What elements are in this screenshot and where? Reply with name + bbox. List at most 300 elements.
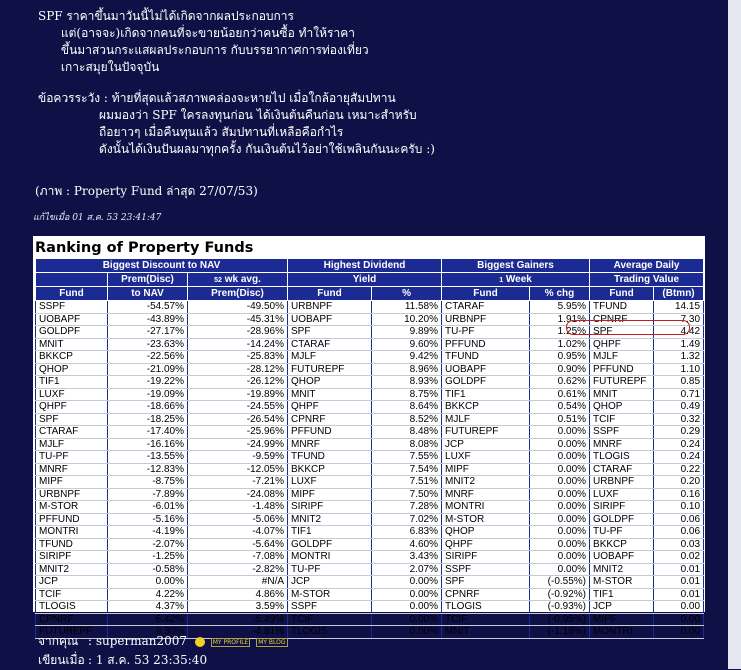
table-cell: MNIT [590, 388, 654, 401]
table-cell: -4.07% [188, 526, 288, 539]
table-row [36, 501, 704, 514]
table-cell: QHPF [590, 338, 654, 351]
table-cell: UOBAPF [36, 313, 108, 326]
table-cell: 0.00% [530, 501, 590, 514]
table-cell: TFUND [442, 351, 530, 364]
table-cell: UOBAPF [442, 363, 530, 376]
table-row [36, 613, 704, 626]
table-cell: 8.64% [372, 401, 442, 414]
table-cell: -9.59% [188, 451, 288, 464]
table-cell: UOBAPF [590, 551, 654, 564]
ranking-table-image [33, 236, 705, 638]
table-cell: 2.07% [372, 563, 442, 576]
column-header: % chg [530, 287, 590, 301]
table-cell: PFFUND [36, 513, 108, 526]
table-cell: 0.06 [654, 526, 704, 539]
table-cell: MNIT2 [442, 476, 530, 489]
table-cell: M-STOR [442, 513, 530, 526]
post-line: ขึ้นมาสวนกระแสผลประกอบการ กับบรรยากาศการท่องเที่ยว [38, 43, 369, 57]
table-cell: -26.12% [188, 376, 288, 389]
table-cell: TCIF [288, 613, 372, 626]
table-cell: -1.48% [188, 501, 288, 514]
table-cell: 9.89% [372, 326, 442, 339]
table-cell: MNRF [590, 438, 654, 451]
subheader-week [442, 273, 590, 287]
table-cell: TU-PF [288, 563, 372, 576]
table-cell: -4.81% [188, 626, 288, 639]
table-cell: BKKCP [288, 463, 372, 476]
table-cell: 0.00% [530, 426, 590, 439]
table-cell: -19.09% [108, 388, 188, 401]
table-cell: 0.00% [108, 576, 188, 589]
table-cell: 0.06 [654, 513, 704, 526]
table-cell: 1.02% [530, 338, 590, 351]
table-cell: 11.58% [372, 301, 442, 314]
table-row [36, 526, 704, 539]
table-cell: GOLDPF [288, 538, 372, 551]
table-cell: -12.83% [108, 463, 188, 476]
table-cell: 9.42% [372, 351, 442, 364]
table-cell: 0.00% [530, 476, 590, 489]
table-cell: 0.95% [530, 351, 590, 364]
table-cell: 0.00% [530, 538, 590, 551]
table-cell: PFFUND [590, 363, 654, 376]
table-cell: TLOGIS [288, 626, 372, 639]
table-row [36, 463, 704, 476]
table-cell: -18.66% [108, 401, 188, 414]
table-cell: MNIT [36, 338, 108, 351]
table-cell: 4.22% [108, 588, 188, 601]
table-cell: (-0.93%) [530, 601, 590, 614]
author-label: จากคุณ [38, 634, 79, 648]
table-cell: MJLF [288, 351, 372, 364]
table-cell: LUXF [36, 388, 108, 401]
table-cell: 0.00% [372, 601, 442, 614]
table-row [36, 588, 704, 601]
highlight-circle [566, 320, 690, 335]
table-cell: 6.42% [108, 613, 188, 626]
subheader-yield: Yield [288, 273, 442, 287]
table-cell: TIF1 [288, 526, 372, 539]
table-cell: -13.55% [108, 451, 188, 464]
table-cell: SIRIPF [36, 551, 108, 564]
table-cell: 0.03 [654, 538, 704, 551]
column-header: Fund [442, 287, 530, 301]
table-cell: QHOP [442, 526, 530, 539]
subheader-prem-disc: Prem(Disc) [108, 273, 188, 287]
table-row [36, 438, 704, 451]
table-cell: CPNRF [288, 413, 372, 426]
table-cell: GOLDPF [590, 513, 654, 526]
table-cell: 5.95% [530, 301, 590, 314]
table-cell: 8.96% [372, 363, 442, 376]
table-cell: 0.62% [530, 376, 590, 389]
table-cell: 6.83% [372, 526, 442, 539]
table-cell: 0.85 [654, 376, 704, 389]
table-cell: MONTRI [36, 526, 108, 539]
post-paragraph-2 [38, 90, 435, 158]
table-cell: #N/A [188, 576, 288, 589]
table-cell: 0.00% [372, 588, 442, 601]
table-cell: TIF1 [442, 388, 530, 401]
table-cell: -12.05% [188, 463, 288, 476]
table-cell: 7.50% [372, 488, 442, 501]
table-cell: 0.90% [530, 363, 590, 376]
column-header: Fund [36, 287, 108, 301]
table-cell: -19.22% [108, 376, 188, 389]
table-cell: JCP [442, 438, 530, 451]
table-cell: SPF [442, 576, 530, 589]
table-cell: BKKCP [590, 538, 654, 551]
table-cell: 14.15 [654, 301, 704, 314]
table-row [36, 351, 704, 364]
table-cell: -25.83% [188, 351, 288, 364]
table-cell: 0.16 [654, 488, 704, 501]
table-cell: CTARAF [36, 426, 108, 439]
table-cell: -7.89% [108, 488, 188, 501]
table-cell: 7.54% [372, 463, 442, 476]
table-cell: TIF1 [590, 588, 654, 601]
table-cell: -2.07% [108, 538, 188, 551]
table-cell: MIPF [288, 488, 372, 501]
table-cell: QHPF [288, 401, 372, 414]
post-line: ถือยาวๆ เมื่อคืนทุนแล้ว สัมปทานที่เหลือคือกำไร [38, 125, 344, 139]
table-cell: 0.01 [654, 563, 704, 576]
table-row [36, 488, 704, 501]
table-cell: LUXF [590, 488, 654, 501]
table-cell: 8.93% [372, 376, 442, 389]
table-cell: -2.82% [188, 563, 288, 576]
subheader-52wk-avg [188, 273, 288, 287]
ranking-table [35, 258, 704, 639]
table-cell: -16.16% [108, 438, 188, 451]
table-row [36, 538, 704, 551]
table-cell: QHOP [288, 376, 372, 389]
table-cell: TCIF [36, 588, 108, 601]
column-header: Fund [590, 287, 654, 301]
table-cell: CPNRF [36, 613, 108, 626]
post-paragraph-1 [38, 8, 369, 76]
table-cell: TCIF [590, 413, 654, 426]
table-row [36, 576, 704, 589]
table-cell: 0.20 [654, 476, 704, 489]
table-cell: -5.49% [188, 613, 288, 626]
table-cell: -45.31% [188, 313, 288, 326]
column-header: Fund [288, 287, 372, 301]
table-cell: 7.28% [372, 501, 442, 514]
table-cell: -7.08% [188, 551, 288, 564]
table-cell: -17.40% [108, 426, 188, 439]
table-cell: -28.12% [188, 363, 288, 376]
table-cell: 8.52% [372, 413, 442, 426]
table-cell: LUXF [288, 476, 372, 489]
table-cell: PFFUND [442, 338, 530, 351]
smiley-icon [195, 637, 205, 647]
table-cell: -5.64% [188, 538, 288, 551]
table-cell: 0.00% [530, 463, 590, 476]
table-cell: JCP [36, 576, 108, 589]
posted-timestamp: : 1 ส.ค. 53 23:35:40 [88, 653, 208, 667]
post-line: ข้อควรระวัง : ท้ายที่สุดแล้วสภาพคล่องจะหายไป เมื่อใกล้อายุสัมปทาน [38, 91, 396, 105]
table-cell: 0.29 [654, 426, 704, 439]
table-cell: 0.00% [530, 488, 590, 501]
table-cell: 0.01 [654, 588, 704, 601]
table-cell: (-0.55%) [530, 576, 590, 589]
table-cell: TCIF [442, 613, 530, 626]
table-cell: 0.00% [530, 563, 590, 576]
table-cell: -4.19% [108, 526, 188, 539]
subheader-trading-value: Trading Value [590, 273, 704, 287]
table-row [36, 563, 704, 576]
table-cell: 3.43% [372, 551, 442, 564]
post-line: ผมมองว่า SPF ใครลงทุนก่อน ได้เงินต้นคืนก่อน เหมาะสำหรับ [38, 108, 417, 122]
table-cell: SIRIPF [288, 501, 372, 514]
table-cell: 0.51% [530, 413, 590, 426]
author-icons [195, 635, 288, 649]
table-row [36, 601, 704, 614]
table-cell: TLOGIS [442, 601, 530, 614]
table-cell: 0.00% [530, 513, 590, 526]
table-cell: MONTRI [288, 551, 372, 564]
table-cell: JCP [590, 601, 654, 614]
table-cell: 0.00 [654, 613, 704, 626]
subheader-52-prefix: 52 [214, 277, 222, 284]
table-cell: 0.24 [654, 438, 704, 451]
table-cell: -21.09% [108, 363, 188, 376]
table-cell: -18.25% [108, 413, 188, 426]
table-cell: FUTUREPF [36, 626, 108, 639]
table-cell: 1.49 [654, 338, 704, 351]
table-cell: M-STOR [288, 588, 372, 601]
group-header-dividend: Highest Dividend [288, 259, 442, 273]
table-cell: (-0.92%) [530, 588, 590, 601]
table-cell: (-0.95%) [530, 613, 590, 626]
image-caption: (ภาพ : Property Fund ล่าสุด 27/07/53) [35, 184, 258, 198]
table-cell: SSPF [288, 601, 372, 614]
table-row [36, 551, 704, 564]
table-cell: 0.49 [654, 401, 704, 414]
table-cell: BKKCP [36, 351, 108, 364]
table-cell: QHOP [36, 363, 108, 376]
table-cell: M-STOR [36, 501, 108, 514]
table-cell: -1.25% [108, 551, 188, 564]
table-row [36, 401, 704, 414]
table-cell: (-1.18%) [530, 626, 590, 639]
table-cell: CTARAF [442, 301, 530, 314]
table-cell: 0.02 [654, 551, 704, 564]
table-cell: TFUND [590, 301, 654, 314]
table-cell: 0.54% [530, 401, 590, 414]
column-header: to NAV [108, 287, 188, 301]
table-cell: URBNPF [590, 476, 654, 489]
post-line: เกาะสมุยในปัจจุบัน [38, 60, 160, 74]
table-cell: FUTUREPF [442, 426, 530, 439]
table-cell: LUXF [442, 451, 530, 464]
table-cell: SSPF [442, 563, 530, 576]
table-cell: CPNRF [590, 313, 654, 326]
table-cell: -8.75% [108, 476, 188, 489]
table-cell: 0.61% [530, 388, 590, 401]
table-cell: -23.63% [108, 338, 188, 351]
table-cell: MONTRI [442, 501, 530, 514]
table-cell: MIPF [442, 463, 530, 476]
table-cell: 7.30 [654, 313, 704, 326]
table-cell: -7.21% [188, 476, 288, 489]
table-cell: -6.01% [108, 501, 188, 514]
table-cell: 1.10 [654, 363, 704, 376]
column-header: Prem(Disc) [188, 287, 288, 301]
table-cell: 0.01 [654, 576, 704, 589]
table-cell: -24.99% [188, 438, 288, 451]
table-cell: -14.24% [188, 338, 288, 351]
table-cell: SPF [288, 326, 372, 339]
table-cell: -5.06% [188, 513, 288, 526]
table-cell: -26.54% [188, 413, 288, 426]
table-cell: MJLF [442, 413, 530, 426]
table-cell: -49.50% [188, 301, 288, 314]
table-cell: URBNPF [288, 301, 372, 314]
table-cell: 8.48% [372, 426, 442, 439]
table-title: Ranking of Property Funds [35, 240, 254, 256]
table-cell: -0.58% [108, 563, 188, 576]
table-cell: MIPF [590, 613, 654, 626]
table-cell: UOBAPF [288, 313, 372, 326]
posted-line [38, 651, 207, 670]
table-cell: M-STOR [590, 576, 654, 589]
table-cell: 10.20% [372, 313, 442, 326]
table-cell: JCP [288, 576, 372, 589]
subheader-1-prefix: 1 [499, 277, 504, 284]
table-cell: MNRF [36, 463, 108, 476]
table-cell: 4.37% [108, 601, 188, 614]
table-cell: 0.22 [654, 463, 704, 476]
table-cell: 9.60% [372, 338, 442, 351]
table-cell: 8.75% [372, 388, 442, 401]
table-cell: TIF1 [36, 376, 108, 389]
table-cell: 0.00% [530, 526, 590, 539]
table-cell: SIRIPF [442, 551, 530, 564]
table-cell: TFUND [36, 538, 108, 551]
table-cell: QHPF [36, 401, 108, 414]
table-cell: FUTUREPF [590, 376, 654, 389]
author-line [38, 632, 288, 651]
table-cell: URBNPF [36, 488, 108, 501]
table-cell: 8.08% [372, 438, 442, 451]
table-cell: TU-PF [442, 326, 530, 339]
table-cell: SIRIPF [590, 501, 654, 514]
table-cell: MNIT2 [288, 513, 372, 526]
post-line: SPF ราคาขึ้นมาวันนี้ไม่ได้เกิดจากผลประกอบการ [38, 9, 294, 23]
table-row [36, 513, 704, 526]
group-header-average-daily: Average Daily [590, 259, 704, 273]
table-cell: 1.91% [530, 313, 590, 326]
table-row [36, 388, 704, 401]
table-cell: 0.24 [654, 451, 704, 464]
author-name[interactable]: : superman2007 [88, 634, 188, 648]
table-cell: MNIT [442, 626, 530, 639]
table-cell: 4.60% [372, 538, 442, 551]
table-cell: MNIT [288, 388, 372, 401]
window-edge [728, 0, 741, 669]
table-row [36, 413, 704, 426]
table-cell: 0.10 [654, 501, 704, 514]
table-cell: MONTRI [590, 626, 654, 639]
table-cell: SPF [36, 413, 108, 426]
table-cell: MNRF [288, 438, 372, 451]
table-cell: 0.32 [654, 413, 704, 426]
edited-timestamp: แก้ไขเมื่อ 01 ส.ค. 53 23:41:47 [33, 213, 162, 223]
subheader-empty [36, 273, 108, 287]
table-cell: URBNPF [442, 313, 530, 326]
table-cell: -19.89% [188, 388, 288, 401]
group-header-discount: Biggest Discount to NAV [36, 259, 288, 273]
table-cell: MIPF [36, 476, 108, 489]
posted-label: เขียนเมื่อ [38, 653, 85, 667]
table-cell: 0.00 [654, 626, 704, 639]
table-row [36, 426, 704, 439]
table-cell: PFFUND [288, 426, 372, 439]
table-cell: MNIT2 [590, 563, 654, 576]
group-header-gainers: Biggest Gainers [442, 259, 590, 273]
table-cell: -27.17% [108, 326, 188, 339]
column-header: (Btmn) [654, 287, 704, 301]
table-cell: 9.30% [108, 626, 188, 639]
table-cell: 0.00% [372, 626, 442, 639]
table-row [36, 476, 704, 489]
table-cell: -28.96% [188, 326, 288, 339]
table-cell: 0.71 [654, 388, 704, 401]
table-cell: -5.16% [108, 513, 188, 526]
table-row [36, 363, 704, 376]
table-cell: 7.51% [372, 476, 442, 489]
subheader-week-label: Week [505, 274, 532, 285]
table-cell: CPNRF [442, 588, 530, 601]
table-cell: TLOGIS [36, 601, 108, 614]
table-cell: -43.89% [108, 313, 188, 326]
table-row [36, 451, 704, 464]
table-row [36, 301, 704, 314]
table-cell: 0.00% [530, 438, 590, 451]
table-cell: 7.02% [372, 513, 442, 526]
table-cell: 7.55% [372, 451, 442, 464]
table-cell: 0.00% [530, 551, 590, 564]
table-cell: MJLF [590, 351, 654, 364]
table-cell: CTARAF [288, 338, 372, 351]
table-cell: TU-PF [590, 526, 654, 539]
table-cell: SSPF [36, 301, 108, 314]
table-cell: TFUND [288, 451, 372, 464]
table-cell: QHOP [590, 401, 654, 414]
table-cell: 0.00% [372, 576, 442, 589]
table-cell: -22.56% [108, 351, 188, 364]
table-cell: MNRF [442, 488, 530, 501]
column-header: % [372, 287, 442, 301]
table-cell: FUTUREPF [288, 363, 372, 376]
table-cell: GOLDPF [36, 326, 108, 339]
table-cell: CTARAF [590, 463, 654, 476]
table-cell: BKKCP [442, 401, 530, 414]
table-cell: 1.32 [654, 351, 704, 364]
profile-icon[interactable]: MY PROFILE [212, 638, 249, 646]
blog-icon[interactable]: MY BLOG [258, 638, 286, 646]
table-cell: TU-PF [36, 451, 108, 464]
table-cell: TLOGIS [590, 451, 654, 464]
table-cell: 4.86% [188, 588, 288, 601]
table-cell: QHPF [442, 538, 530, 551]
table-cell: 1.25% [530, 326, 590, 339]
table-cell: 0.00% [530, 451, 590, 464]
post-line: แต่(อาจจะ)เกิดจากคนที่จะขายน้อยกว่าคนซื้อ ทำให้ราคา [38, 26, 355, 40]
